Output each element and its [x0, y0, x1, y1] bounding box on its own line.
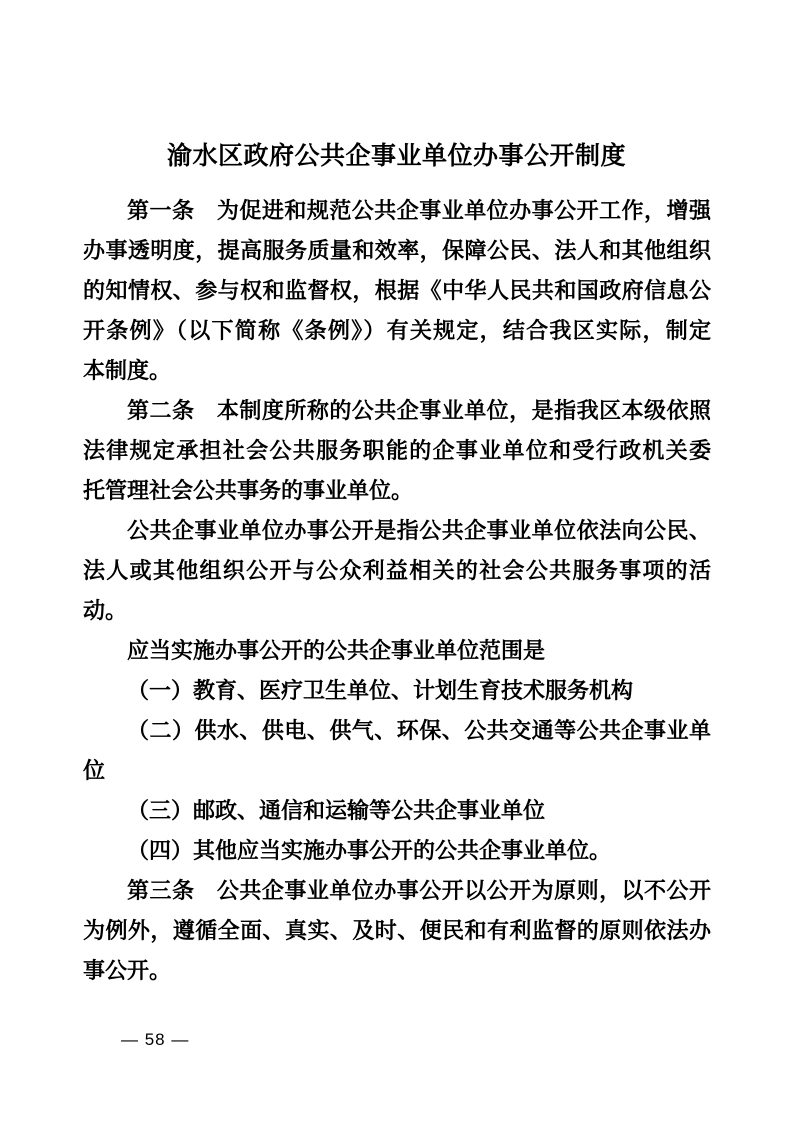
body-line: 开条例》（以下简称《条例》）有关规定，结合我区实际，制定 — [83, 318, 711, 343]
body-line: 托管理社会公共事务的事业单位。 — [83, 478, 414, 503]
body-line: 动。 — [83, 598, 128, 623]
document-title: 渝水区政府公共企事业单位办事公开制度 — [166, 142, 626, 170]
paragraph-article-2 — [83, 391, 711, 511]
paragraph-definition — [83, 511, 711, 631]
page-number: — 58 — — [121, 1030, 190, 1049]
body-line: 法律规定承担社会公共服务职能的企事业单位和受行政机关委 — [83, 438, 711, 463]
body-line: （三）邮政、通信和运输等公共企事业单位 — [127, 798, 546, 823]
paragraph-scope-intro — [83, 631, 711, 671]
body-line: 第二条 本制度所称的公共企事业单位，是指我区本级依照 — [127, 398, 711, 423]
document-body — [83, 191, 711, 991]
body-line: （一）教育、医疗卫生单位、计划生育技术服务机构 — [127, 678, 634, 703]
body-line: （二）供水、供电、供气、环保、公共交通等公共企事业单 — [127, 718, 711, 743]
body-line: 第一条 为促进和规范公共企事业单位办事公开工作，增强 — [127, 198, 711, 223]
body-line: 办事透明度，提高服务质量和效率，保障公民、法人和其他组织 — [83, 238, 711, 263]
paragraph-article-3 — [83, 871, 711, 991]
body-line: 应当实施办事公开的公共企事业单位范围是 — [127, 638, 546, 663]
body-line: 第三条 公共企事业单位办事公开以公开为原则，以不公开 — [127, 878, 711, 903]
list-item-4 — [83, 831, 711, 871]
paragraph-article-1 — [83, 191, 711, 391]
body-line: 位 — [83, 758, 106, 783]
body-line: 的知情权、参与权和监督权，根据《中华人民共和国政府信息公 — [83, 278, 711, 303]
list-item-2 — [83, 711, 711, 791]
list-item-3 — [83, 791, 711, 831]
list-item-1 — [83, 671, 711, 711]
body-line: （四）其他应当实施办事公开的公共企事业单位。 — [127, 838, 612, 863]
body-line: 公共企事业单位办事公开是指公共企事业单位依法向公民、 — [127, 518, 711, 543]
body-line: 事公开。 — [83, 958, 172, 983]
body-line: 为例外，遵循全面、真实、及时、便民和有利监督的原则依法办 — [83, 918, 711, 943]
body-line: 法人或其他组织公开与公众利益相关的社会公共服务事项的活 — [83, 558, 711, 583]
body-line: 本制度。 — [83, 358, 172, 383]
